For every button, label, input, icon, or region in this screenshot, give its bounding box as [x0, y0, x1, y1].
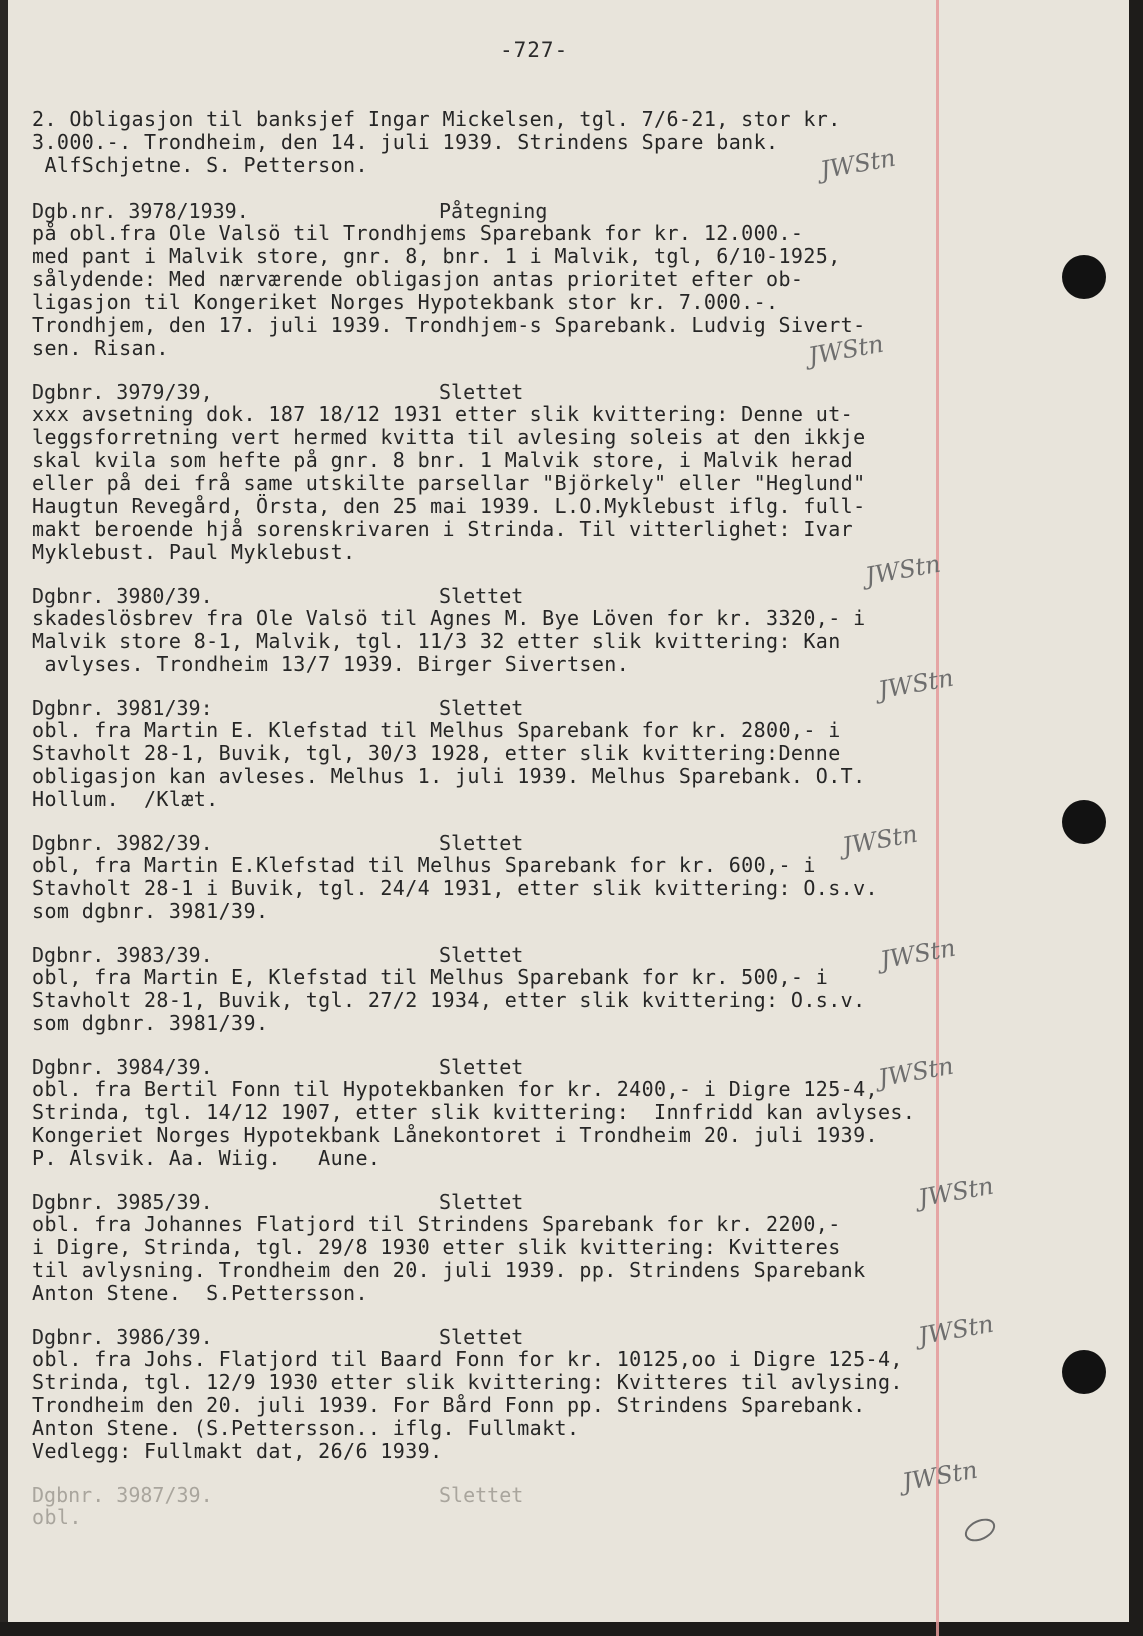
entry-text-line: sen. Risan. — [32, 336, 169, 360]
entry-header — [32, 696, 1012, 719]
entry-text-line: obl. fra Bertil Fonn til Hypotekbanken for kr. 2400,- i Digre 125-4, — [32, 1077, 878, 1101]
entry-text-line: obl. — [32, 1505, 82, 1529]
entry-text-line: obl, fra Martin E.Klefstad til Melhus Sparebank for kr. 600,- i — [32, 853, 816, 877]
entry-text-line: AlfSchjetne. S. Petterson. — [32, 153, 368, 177]
entry-text-line: Hollum. /Klæt. — [32, 787, 219, 811]
handwritten-initials: JWStn — [878, 933, 958, 975]
entry-text-line: Stavholt 28-1, Buvik, tgl, 30/3 1928, etter slik kvittering:Denne — [32, 741, 841, 765]
entry-text-line: P. Alsvik. Aa. Wiig. Aune. — [32, 1146, 381, 1170]
handwritten-initials: JWStn — [806, 329, 886, 371]
handwritten-initials: JWStn — [876, 663, 956, 705]
entry-text-line: som dgbnr. 3981/39. — [32, 1011, 269, 1035]
entry-reference: Dgbnr. 3983/39. — [32, 943, 213, 967]
entry-reference: Dgbnr. 3984/39. — [32, 1055, 213, 1079]
entry-text-line: Vedlegg: Fullmakt dat, 26/6 1939. — [32, 1439, 443, 1463]
entry-header — [32, 943, 1012, 966]
entry-header — [32, 199, 1012, 222]
entry-status: Slettet — [439, 1483, 524, 1507]
scan-edge-left — [0, 0, 8, 1636]
entry-text-line: eller på dei frå same utskilte parsellar "Björkely" eller "Heglund" — [32, 471, 866, 495]
entry-text-line: obligasjon kan avleses. Melhus 1. juli 1939. Melhus Sparebank. O.T. — [32, 764, 866, 788]
entry-text-line: Haugtun Revegård, Örsta, den 25 mai 1939. L.O.Myklebust iflg. full- — [32, 494, 866, 518]
entry-text-line: Anton Stene. (S.Pettersson.. iflg. Fullmakt. — [32, 1416, 580, 1440]
entry-status: Slettet — [439, 584, 524, 608]
entry-text-line: Malvik store 8-1, Malvik, tgl. 11/3 32 etter slik kvittering: Kan — [32, 629, 841, 653]
register-entry — [32, 380, 1012, 564]
entry-header — [32, 584, 1012, 607]
register-entry — [32, 943, 1012, 1035]
entry-status: Påtegning — [439, 199, 548, 223]
entry-text-line: avlyses. Trondheim 13/7 1939. Birger Sivertsen. — [32, 652, 630, 676]
entry-text-line: xxx avsetning dok. 187 18/12 1931 etter slik kvittering: Denne ut- — [32, 402, 854, 426]
entry-text-line: skadeslösbrev fra Ole Valsö til Agnes M. Bye Löven for kr. 3320,- i — [32, 606, 866, 630]
handwritten-initials: JWStn — [818, 143, 898, 185]
entry-text-line: Strinda, tgl. 12/9 1930 etter slik kvittering: Kvitteres til avlysing. — [32, 1370, 903, 1394]
entry-text-line: skal kvila som hefte på gnr. 8 bnr. 1 Malvik store, i Malvik herad — [32, 448, 854, 472]
entry-status: Slettet — [439, 696, 524, 720]
register-entry — [32, 584, 1012, 676]
entry-status: Slettet — [439, 1055, 524, 1079]
entry-header — [32, 1483, 1012, 1506]
entry-text-line: Myklebust. Paul Myklebust. — [32, 540, 356, 564]
entry-text-line: obl, fra Martin E, Klefstad til Melhus Sparebank for kr. 500,- i — [32, 965, 829, 989]
entry-reference: Dgbnr. 3979/39, — [32, 380, 213, 404]
entry-reference: Dgbnr. 3981/39: — [32, 696, 213, 720]
entry-header — [32, 1055, 1012, 1078]
register-entry — [32, 1483, 1012, 1529]
handwritten-initials: JWStn — [900, 1455, 980, 1497]
entry-reference: Dgbnr. 3980/39. — [32, 584, 213, 608]
entry-reference: Dgbnr. 3985/39. — [32, 1190, 213, 1214]
handwritten-initials: JWStn — [916, 1309, 996, 1351]
binder-hole-icon — [1062, 255, 1106, 299]
page-number: -727- — [500, 38, 569, 62]
entry-text-line: som dgbnr. 3981/39. — [32, 899, 269, 923]
entry-reference: Dgbnr. 3982/39. — [32, 831, 213, 855]
entry-text-line: på obl.fra Ole Valsö til Trondhjems Sparebank for kr. 12.000.- — [32, 221, 804, 245]
handwritten-initials: JWStn — [916, 1171, 996, 1213]
entry-text-line: obl. fra Johs. Flatjord til Baard Fonn for kr. 10125,oo i Digre 125-4, — [32, 1347, 903, 1371]
binder-hole-icon — [1062, 800, 1106, 844]
entry-status: Slettet — [439, 831, 524, 855]
binder-hole-icon — [1062, 1350, 1106, 1394]
entry-text-line: makt beroende hjå sorenskrivaren i Strinda. Til vitterlighet: Ivar — [32, 517, 854, 541]
handwritten-initials: JWStn — [876, 1051, 956, 1093]
entry-reference: Dgbnr. 3987/39. — [32, 1483, 213, 1507]
entry-text-line: Trondheim den 20. juli 1939. For Bård Fonn pp. Strindens Sparebank. — [32, 1393, 866, 1417]
entry-status: Slettet — [439, 380, 524, 404]
handwritten-initials: JWStn — [863, 549, 943, 591]
scan-edge-bottom — [0, 1622, 1143, 1636]
entry-text-line: sålydende: Med nærværende obligasjon antas prioritet efter ob- — [32, 267, 804, 291]
entry-text-line: obl. fra Johannes Flatjord til Strindens Sparebank for kr. 2200,- — [32, 1212, 841, 1236]
entry-text-line: leggsforretning vert hermed kvitta til avlesing soleis at den ikkje — [32, 425, 866, 449]
register-entry — [32, 696, 1012, 811]
entry-text-line: Stavholt 28-1 i Buvik, tgl. 24/4 1931, etter slik kvittering: O.s.v. — [32, 876, 878, 900]
entry-text-line: med pant i Malvik store, gnr. 8, bnr. 1 i Malvik, tgl, 6/10-1925, — [32, 244, 841, 268]
entry-text-line: Trondhjem, den 17. juli 1939. Trondhjem-s Sparebank. Ludvig Sivert- — [32, 313, 866, 337]
entry-status: Slettet — [439, 1190, 524, 1214]
entry-text-line: i Digre, Strinda, tgl. 29/8 1930 etter slik kvittering: Kvitteres — [32, 1235, 841, 1259]
scan-edge-right — [1129, 0, 1143, 1636]
entry-status: Slettet — [439, 1325, 524, 1349]
entry-header — [32, 380, 1012, 403]
entry-reference: Dgbnr. 3986/39. — [32, 1325, 213, 1349]
entry-reference: Dgb.nr. 3978/1939. — [32, 199, 249, 223]
entry-text-line: obl. fra Martin E. Klefstad til Melhus Sparebank for kr. 2800,- i — [32, 718, 841, 742]
entry-text-line: Stavholt 28-1, Buvik, tgl. 27/2 1934, etter slik kvittering: O.s.v. — [32, 988, 866, 1012]
entry-text-line: Strinda, tgl. 14/12 1907, etter slik kvittering: Innfridd kan avlyses. — [32, 1100, 916, 1124]
entry-status: Slettet — [439, 943, 524, 967]
entry-text-line: Kongeriet Norges Hypotekbank Lånekontoret i Trondheim 20. juli 1939. — [32, 1123, 878, 1147]
entry-text-line: 3.000.-. Trondheim, den 14. juli 1939. Strindens Spare bank. — [32, 130, 779, 154]
entry-text-line: ligasjon til Kongeriket Norges Hypotekbank stor kr. 7.000.-. — [32, 290, 779, 314]
entry-text-line: til avlysning. Trondheim den 20. juli 1939. pp. Strindens Sparebank — [32, 1258, 866, 1282]
register-entry — [32, 1325, 1012, 1463]
entry-header — [32, 1325, 1012, 1348]
register-entry — [32, 1190, 1012, 1305]
entry-header — [32, 1190, 1012, 1213]
entry-text-line: Anton Stene. S.Pettersson. — [32, 1281, 368, 1305]
handwritten-initials: JWStn — [840, 819, 920, 861]
entry-text-line: 2. Obligasjon til banksjef Ingar Mickelsen, tgl. 7/6-21, stor kr. — [32, 107, 841, 131]
register-entry — [32, 1055, 1012, 1170]
